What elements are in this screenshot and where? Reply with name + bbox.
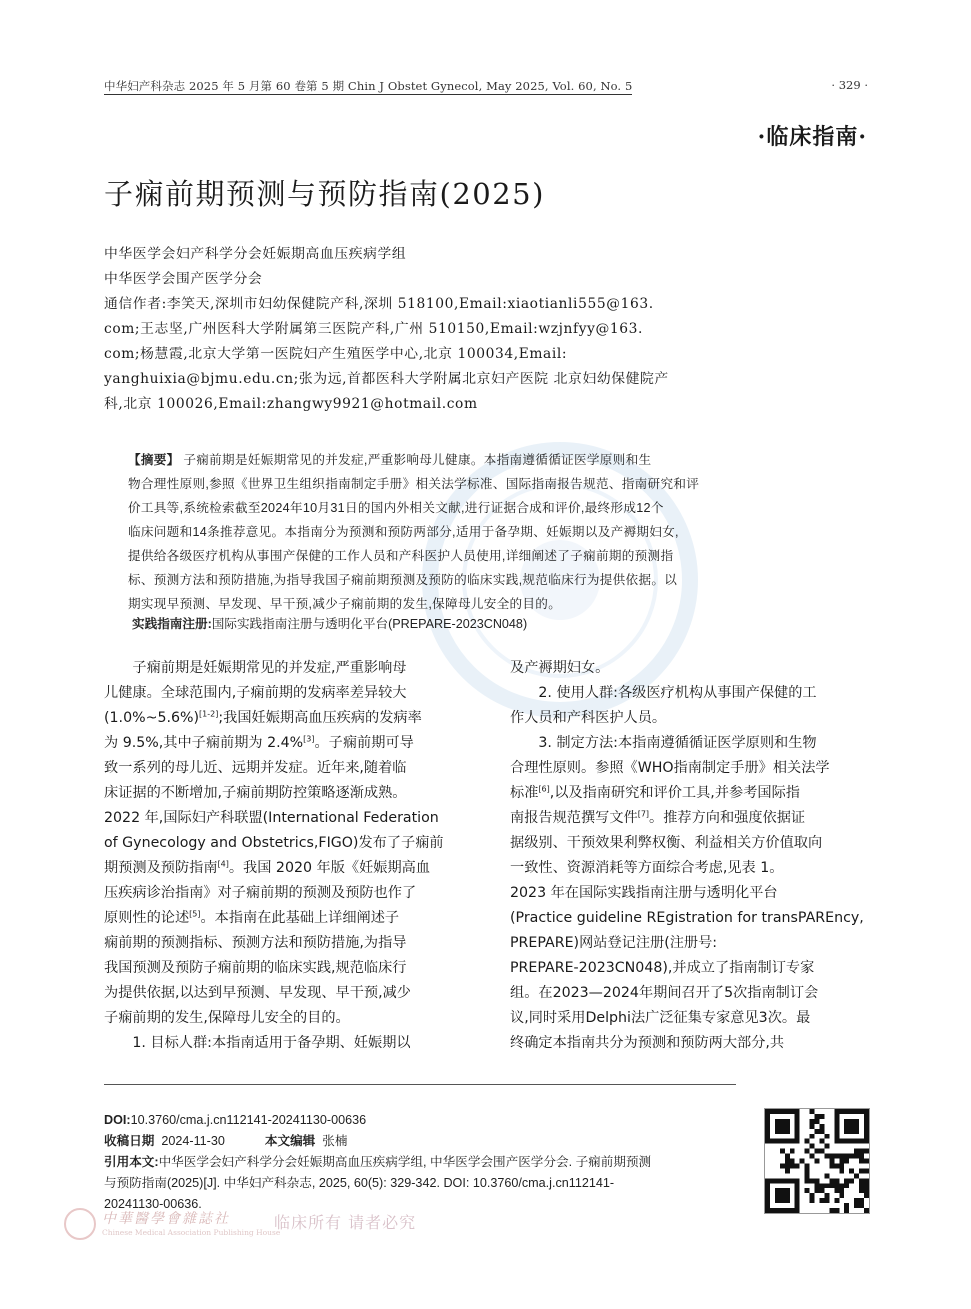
citation-reference[interactable]: [6] [538, 784, 550, 794]
citation-text: 中华医学会妇产科学分会妊娠期高血压疾病学组, 中华医学会围产医学分会. 子痫前期预测 [158, 1155, 652, 1169]
abstract-text: 提供给各级医疗机构从事围产保健的工作人员和产科医护人员使用,详细阐述了子痫前期的预测指 [128, 549, 674, 563]
body-line [104, 806, 466, 831]
received-date: 2024-11-30 [161, 1134, 225, 1148]
body-line [510, 831, 870, 856]
body-text: 。子痫前期可导 [314, 735, 414, 751]
body-text: 2022 年,国际妇产科联盟(International Federation [104, 810, 439, 826]
abstract-text: 物合理性原则,参照《世界卫生组织指南制定手册》相关法学标准、国际指南报告规范、指南研究和评 [128, 477, 700, 491]
body-text: 压疾病诊治指南》对子痫前期的预测及预防也作了 [104, 885, 417, 901]
body-line [510, 1031, 870, 1056]
body-text: 痫前期的预测指标、预测方法和预防措施,为指导 [104, 935, 407, 951]
editor-label: 本文编辑 [264, 1134, 316, 1148]
body-text: 标准 [510, 785, 539, 801]
body-text: 议,同时采用Delphi法广泛征集专家意见3次。最 [510, 1010, 811, 1026]
running-header [104, 78, 868, 98]
journal-citation-line: 中华妇产科杂志 2025 年 5 月第 60 卷第 5 期 Chin J Obstet Gynecol, May 2025, Vol. 60, No. 5 [104, 79, 633, 93]
publisher-mark [64, 1206, 444, 1246]
author-line: 中华医学会妇产科学分会妊娠期高血压疾病学组 [104, 246, 407, 262]
citation-reference[interactable]: [3] [303, 734, 315, 744]
body-line [104, 906, 466, 931]
citation-reference[interactable]: [5] [189, 909, 201, 919]
body-text: (Practice guideline REgistration for transPAREncy, [510, 910, 864, 926]
body-text: 致一系列的母儿近、远期并发症。近年来,随着临 [104, 760, 407, 776]
body-text: 。本指南在此基础上详细阐述子 [200, 910, 400, 926]
received-label: 收稿日期 [104, 1134, 155, 1148]
body-text: ,以及指南研究和评价工具,并参考国际指 [549, 785, 800, 801]
abstract-text: 子痫前期是妊娠期常见的并发症,严重影响母儿健康。本指南遵循循证医学原则和生 [179, 453, 652, 467]
publisher-logo-icon [64, 1208, 96, 1240]
citation-text: 与预防指南(2025)[J]. 中华妇产科杂志, 2025, 60(5): 329-342. DOI: 10.3760/cma.j.cn112141- [104, 1176, 615, 1190]
body-line [104, 706, 466, 731]
body-text: 1. 目标人群:本指南适用于备孕期、妊娠期以 [104, 1035, 411, 1051]
body-line [510, 881, 870, 906]
publisher-name: 中華醫學會雜誌社 [102, 1211, 230, 1227]
body-text: 床证据的不断增加,子痫前期防控策略逐渐成熟。 [104, 785, 407, 801]
body-line [104, 856, 466, 881]
body-line [104, 756, 466, 781]
author-block [104, 242, 721, 417]
body-text: ;我国妊娠期高血压疾病的发病率 [218, 710, 422, 726]
body-text: (1.0%~5.6%) [104, 710, 200, 726]
body-text: 合理性原则。参照《WHO指南制定手册》相关法学 [510, 760, 830, 776]
body-text: 为提供依据,以达到早预测、早发现、早干预,减少 [104, 985, 411, 1001]
body-line [510, 981, 870, 1006]
abstract-text: 标、预测方法和预防措施,为指导我国子痫前期预测及预防的临床实践,规范临床行为提供依据。以 [128, 573, 678, 587]
correspondence-line: 通信作者:李笑天,深圳市妇幼保健院产科,深圳 518100,Email:xiaotianli555@163. [104, 296, 654, 312]
body-text: 。我国 2020 年版《妊娠期高血 [228, 860, 431, 876]
body-line [510, 906, 870, 931]
body-line [510, 756, 870, 781]
publisher-name-en: Chinese Medical Association Publishing House [102, 1228, 281, 1237]
correspondence-line: yanghuixia@bjmu.edu.cn;张为远,首都医科大学附属北京妇产医院 北京妇幼保健院产 [104, 371, 669, 387]
body-line [104, 681, 466, 706]
body-line [510, 931, 870, 956]
correspondence-line: 科,北京 100026,Email:zhangwy9921@hotmail.com [104, 396, 478, 412]
doi-label: DOI: [104, 1113, 131, 1127]
registration-label: 实践指南注册: [132, 617, 212, 631]
body-line [510, 781, 870, 806]
body-text: 原则性的论述 [104, 910, 190, 926]
body-line [510, 731, 870, 756]
body-text: 。推荐方向和强度依据证 [649, 810, 806, 826]
body-text: 据级别、干预效果利弊权衡、利益相关方价值取向 [510, 835, 823, 851]
body-text: 及产褥期妇女。 [510, 660, 610, 676]
body-text: 2. 使用人群:各级医疗机构从事围产保健的工 [510, 685, 817, 701]
body-line [104, 656, 466, 681]
abstract [128, 448, 720, 616]
body-line [104, 831, 466, 856]
citation-text: 20241130-00636. [104, 1197, 202, 1211]
body-line [104, 931, 466, 956]
editor-name: 张楠 [322, 1134, 348, 1148]
body-text: 我国预测及预防子痫前期的临床实践,规范临床行 [104, 960, 407, 976]
article-footer [104, 1110, 744, 1215]
qr-code[interactable] [764, 1108, 870, 1214]
publisher-brands: 临床所有 请者必究 [274, 1213, 417, 1232]
body-line [510, 1006, 870, 1031]
body-text: PREPARE)网站登记注册(注册号: [510, 935, 718, 951]
body-text: 子痫前期的发生,保障母儿安全的目的。 [104, 1010, 350, 1026]
abstract-text: 期实现早预测、早发现、早干预,减少子痫前期的发生,保障母儿安全的目的。 [128, 597, 562, 611]
body-line [510, 706, 870, 731]
body-text: 期预测及预防指南 [104, 860, 218, 876]
body-text: 2023 年在国际实践指南注册与透明化平台 [510, 885, 778, 901]
body-text: PREPARE-2023CN048),并成立了指南制订专家 [510, 960, 815, 976]
body-line [104, 1031, 466, 1056]
citation-reference[interactable]: [7] [637, 809, 650, 819]
doi-link[interactable]: 10.3760/cma.j.cn112141-20241130-00636 [130, 1113, 367, 1127]
body-text: 儿健康。全球范围内,子痫前期的发病率差异较大 [104, 685, 407, 701]
body-text: 3. 制定方法:本指南遵循循证医学原则和生物 [510, 735, 817, 751]
citation-reference[interactable]: [4] [217, 859, 229, 869]
abstract-text: 临床问题和14条推荐意见。本指南分为预测和预防两部分,适用于备孕期、妊娠期以及产褥期妇女, [128, 525, 679, 539]
article-title: 子痫前期预测与预防指南(2025) [104, 177, 545, 211]
correspondence-line: com;王志坚,广州医科大学附属第三医院产科,广州 510150,Email:wzjnfyy@163. [104, 321, 644, 337]
body-text: 终确定本指南共分为预测和预防两大部分,共 [510, 1035, 785, 1051]
author-line: 中华医学会围产医学分会 [104, 271, 263, 287]
body-text: 组。在2023—2024年期间召开了5次指南制订会 [510, 985, 819, 1001]
cite-label: 引用本文: [104, 1155, 159, 1169]
body-line [104, 956, 466, 981]
body-line [510, 956, 870, 981]
body-line [104, 731, 466, 756]
body-line [510, 856, 870, 881]
body-text: 子痫前期是妊娠期常见的并发症,严重影响母 [104, 660, 407, 676]
abstract-text: 价工具等,系统检索截至2024年10月31日的国内外相关文献,进行证据合成和评价,最终形成12个 [128, 501, 664, 515]
body-line [510, 806, 870, 831]
correspondence-line: com;杨慧霞,北京大学第一医院妇产生殖医学中心,北京 100034,Email: [104, 346, 568, 362]
body-column-right [510, 656, 870, 1056]
guideline-registration [132, 613, 722, 632]
body-line [104, 981, 466, 1006]
body-line [510, 681, 870, 706]
body-text: 一致性、资源消耗等方面综合考虑,见表 1。 [510, 860, 784, 876]
body-text: 作人员和产科医护人员。 [510, 710, 667, 726]
column-tag: ·临床指南· [757, 124, 867, 150]
body-text: 为 9.5%,其中子痫前期为 2.4% [104, 735, 304, 751]
body-text: of Gynecology and Obstetrics,FIGO)发布了子痫前 [104, 835, 444, 851]
body-line [104, 881, 466, 906]
abstract-label: 【摘要】 [128, 453, 180, 467]
citation-reference[interactable]: [1-2] [199, 709, 219, 719]
body-column-left [104, 656, 466, 1056]
body-line [104, 781, 466, 806]
footnote-divider [104, 1084, 736, 1085]
page-number: · 329 · [831, 78, 868, 92]
body-text: 南报告规范撰写文件 [510, 810, 638, 826]
body-line [510, 656, 870, 681]
body-line [104, 1006, 466, 1031]
registration-text: 国际实践指南注册与透明化平台(PREPARE-2023CN048) [211, 617, 528, 631]
